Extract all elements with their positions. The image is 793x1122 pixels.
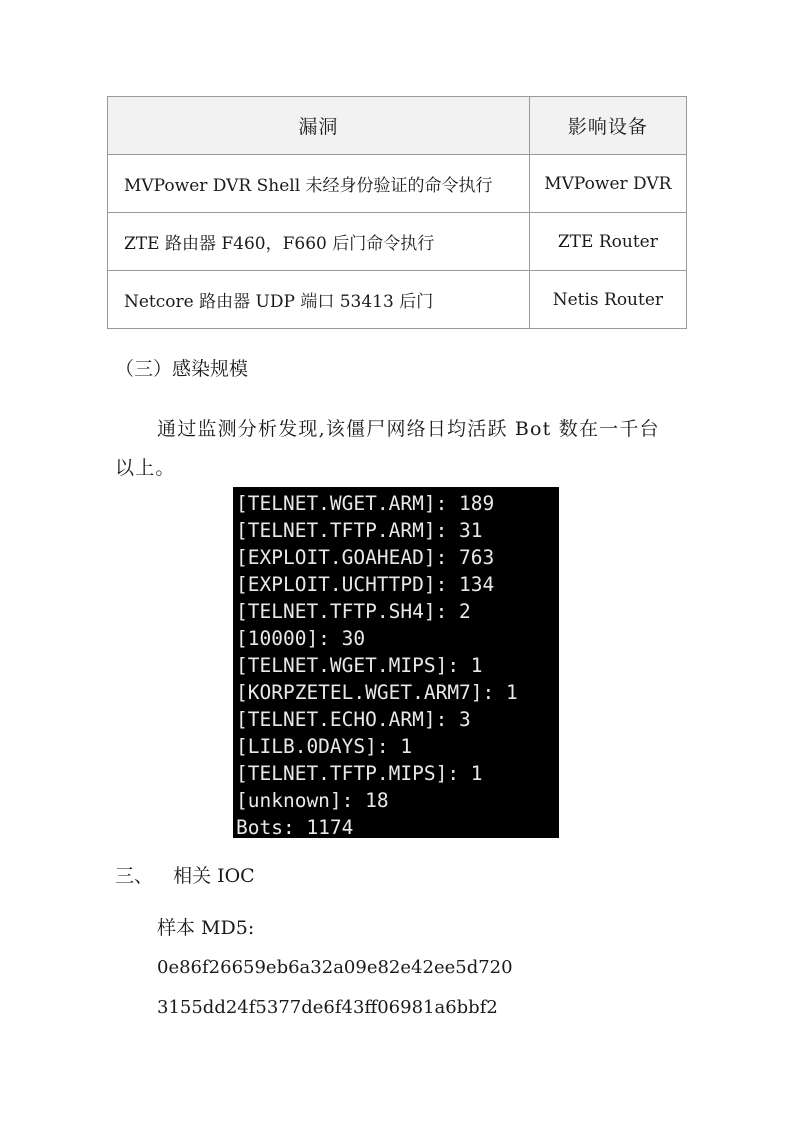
terminal-screenshot: [233, 487, 559, 838]
table-row: [108, 213, 687, 271]
section-heading-infection-scale: （三）感染规模: [115, 358, 249, 380]
device-cell: MVPower DVR: [529, 155, 686, 213]
terminal-line: [EXPLOIT.UCHTTPD]: 134: [236, 573, 495, 596]
section-title: 相关 IOC: [173, 865, 255, 887]
md5-hash: 0e86f26659eb6a32a09e82e42ee5d720: [157, 957, 513, 978]
header-affected-device: 影响设备: [529, 97, 686, 155]
terminal-line: [TELNET.WGET.ARM]: 189: [236, 492, 495, 515]
md5-hash: 3155dd24f5377de6f43ff06981a6bbf2: [157, 997, 498, 1018]
vulnerability-table: [107, 96, 687, 329]
terminal-line: [LILB.0DAYS]: 1: [236, 735, 413, 758]
terminal-line: Bots: 1174: [236, 816, 354, 838]
device-cell: ZTE Router: [529, 213, 686, 271]
vulnerability-cell: Netcore 路由器 UDP 端口 53413 后门: [108, 271, 530, 329]
terminal-line: [TELNET.WGET.MIPS]: 1: [236, 654, 483, 677]
table-row: [108, 271, 687, 329]
vulnerability-cell: ZTE 路由器 F460，F660 后门命令执行: [108, 213, 530, 271]
table-header-row: [108, 97, 687, 155]
section-number: 三、: [115, 865, 154, 887]
terminal-line: [10000]: 30: [236, 627, 366, 650]
paragraph-line-2: 以上。: [115, 457, 176, 479]
terminal-line: [KORPZETEL.WGET.ARM7]: 1: [236, 681, 518, 704]
header-vulnerability: 漏洞: [108, 97, 530, 155]
terminal-line: [TELNET.TFTP.ARM]: 31: [236, 519, 483, 542]
device-cell: Netis Router: [529, 271, 686, 329]
terminal-line: [EXPLOIT.GOAHEAD]: 763: [236, 546, 495, 569]
md5-label: 样本 MD5:: [157, 917, 255, 939]
terminal-line: [TELNET.ECHO.ARM]: 3: [236, 708, 471, 731]
table-row: [108, 155, 687, 213]
terminal-line: [unknown]: 18: [236, 789, 389, 812]
section-heading-ioc: [115, 861, 255, 888]
terminal-line: [TELNET.TFTP.SH4]: 2: [236, 600, 471, 623]
paragraph-line-1: 通过监测分析发现,该僵尸网络日均活跃 Bot 数在一千台: [157, 418, 660, 440]
vulnerability-cell: MVPower DVR Shell 未经身份验证的命令执行: [108, 155, 530, 213]
terminal-line: [TELNET.TFTP.MIPS]: 1: [236, 762, 483, 785]
